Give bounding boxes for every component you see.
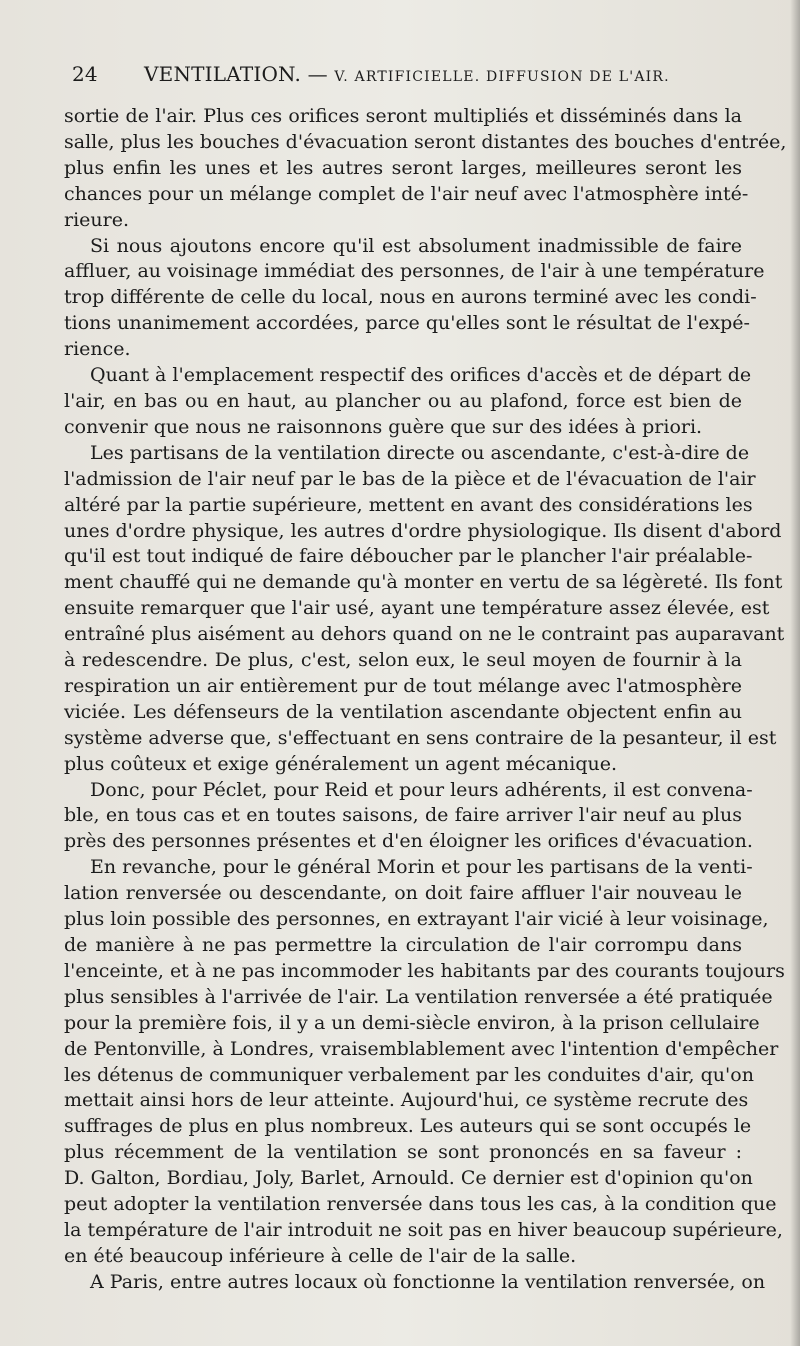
text-line: plus coûteux et exige généralement un agent mécanique. [64,752,618,775]
paragraph [64,104,787,234]
text-line: Quant à l'emplacement respectif des orifices d'accès et de départ de [90,364,752,387]
text-line: de Pentonville, à Londres, vraisemblablement avec l'intention d'empêcher [64,1037,779,1060]
text-line: viciée. Les défenseurs de la ventilation ascendante objectent enfin au [64,700,742,723]
text-line: ensuite remarquer que l'air usé, ayant une température assez élevée, est [64,597,770,620]
header-subtitle: V. ARTIFICIELLE. DIFFUSION DE L'AIR. [334,69,670,85]
text-line: Si nous ajoutons encore qu'il est absolument inadmissible de faire [90,234,742,257]
header-dash: — [307,62,328,86]
text-line: près des personnes présentes et d'en éloigner les orifices d'évacuation. [64,830,753,853]
text-line: la température de l'air introduit ne soit pas en hiver beaucoup supérieure, [64,1218,783,1241]
text-line: trop différente de celle du local, nous en aurons terminé avec les condi- [64,286,757,309]
text-line: les détenus de communiquer verbalement par les conduites d'air, qu'on [64,1063,754,1086]
header-title: VENTILATION. [144,62,302,86]
text-line: plus sensibles à l'arrivée de l'air. La ventilation renversée a été pratiquée [64,985,773,1008]
paragraph [64,363,752,441]
text-line: ment chauffé qui ne demande qu'à monter en vertu de sa légèreté. Ils font [64,571,783,594]
text-line: altéré par la partie supérieure, mettent en avant des considérations les [64,493,753,516]
paragraph [64,234,765,364]
text-line: pour la première fois, il y a un demi-siècle environ, à la prison cellulaire [64,1011,760,1034]
text-line: Les partisans de la ventilation directe ou ascendante, c'est-à-dire de [90,441,750,464]
text-line: rience. [64,338,131,361]
text-line: système adverse que, s'effectuant en sens contraire de la pesanteur, il est [64,726,777,749]
text-line: chances pour un mélange complet de l'air neuf avec l'atmosphère inté- [64,182,749,205]
text-line: rieure. [64,208,130,231]
running-header [72,62,732,86]
text-line: plus récemment de la ventilation se sont prononcés en sa faveur : [64,1141,742,1164]
paragraph [64,855,785,1270]
paragraph [64,778,753,856]
text-line: l'air, en bas ou en haut, au plancher ou au plafond, force est bien de [64,389,742,412]
text-line: qu'il est tout indiqué de faire déboucher par le plancher l'air préalable- [64,545,753,568]
text-line: lation renversée ou descendante, on doit faire affluer l'air nouveau le [64,882,742,905]
text-line: En revanche, pour le général Morin et pour les partisans de la venti- [90,856,753,879]
text-line: respiration un air entièrement pur de tout mélange avec l'atmosphère [64,674,742,697]
page-number: 24 [72,62,98,86]
page-edge-shadow [790,0,800,1346]
text-line: peut adopter la ventilation renversée dans tous les cas, à la condition que [64,1193,777,1216]
text-line: plus loin possible des personnes, en extrayant l'air vicié à leur voisinage, [64,908,769,931]
text-line: plus enfin les unes et les autres seront larges, meilleures seront les [64,156,742,179]
text-line: D. Galton, Bordiau, Joly, Barlet, Arnould. Ce dernier est d'opinion qu'on [64,1167,753,1190]
text-line: de manière à ne pas permettre la circulation de l'air corrompu dans [64,934,742,956]
text-line: A Paris, entre autres locaux où fonctionne la ventilation renversée, on [90,1270,766,1293]
paragraph [64,441,785,778]
text-line: ble, en tous cas et en toutes saisons, de faire arriver l'air neuf au plus [64,804,742,827]
text-line: sortie de l'air. Plus ces orifices seront multipliés et disséminés dans la [64,105,742,127]
text-line: convenir que nous ne raisonnons guère que sur des idées à priori. [64,415,703,438]
paragraph [64,1270,766,1296]
text-line: Donc, pour Péclet, pour Reid et pour leurs adhérents, il est convena- [90,778,753,801]
text-line: à redescendre. De plus, c'est, selon eux, le seul moyen de fournir à la [64,649,742,672]
body-text [64,104,787,1296]
text-line: affluer, au voisinage immédiat des personnes, de l'air à une température [64,260,765,283]
text-line: en été beaucoup inférieure à celle de l'air de la salle. [64,1244,577,1267]
text-line: l'admission de l'air neuf par le bas de la pièce et de l'évacuation de l'air [64,467,756,490]
text-line: entraîné plus aisément au dehors quand on ne le contraint pas auparavant [64,623,785,646]
text-line: unes d'ordre physique, les autres d'ordre physiologique. Ils disent d'abord [64,519,782,542]
text-line: mettait ainsi hors de leur atteinte. Aujourd'hui, ce système recrute des [64,1089,749,1112]
text-line: l'enceinte, et à ne pas incommoder les habitants par des courants toujours [64,959,785,982]
text-line: salle, plus les bouches d'évacuation seront distantes des bouches d'entrée, [64,130,787,153]
text-line: tions unanimement accordées, parce qu'elles sont le résultat de l'expé- [64,312,750,335]
text-line: suffrages de plus en plus nombreux. Les auteurs qui se sont occupés le [64,1115,752,1138]
